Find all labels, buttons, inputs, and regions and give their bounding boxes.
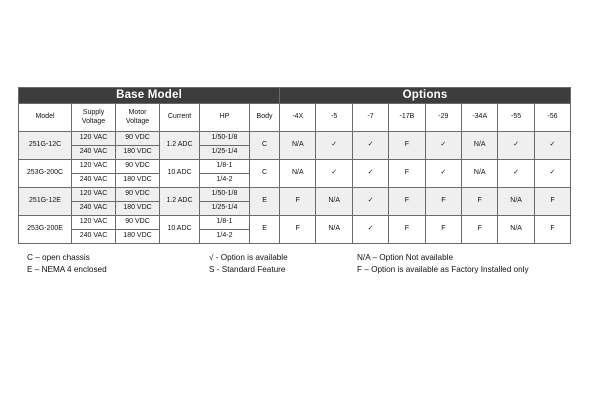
option-cell: N/A: [280, 160, 316, 188]
hp-cell: 1/50-1/8: [200, 132, 250, 146]
column-header: Current: [160, 104, 200, 132]
option-cell: ✓: [425, 132, 461, 160]
motor-voltage-cell: 90 VDC: [116, 132, 160, 146]
option-cell: F: [389, 132, 425, 160]
current-cell: 10 ADC: [160, 216, 200, 244]
hp-cell: 1/25-1/4: [200, 146, 250, 160]
options-group-header: Options: [280, 88, 571, 104]
body-cell: C: [250, 160, 280, 188]
option-cell: ✓: [352, 188, 388, 216]
option-column-header: -34A: [462, 104, 498, 132]
option-cell: F: [389, 216, 425, 244]
option-cell: ✓: [316, 132, 352, 160]
table-row: [19, 132, 571, 146]
legend-item: E – NEMA 4 enclosed: [27, 265, 107, 274]
option-column-header: -56: [534, 104, 570, 132]
legend-item: S - Standard Feature: [209, 265, 286, 274]
option-cell: N/A: [498, 216, 534, 244]
option-cell: ✓: [498, 132, 534, 160]
option-cell: F: [280, 216, 316, 244]
motor-voltage-cell: 180 VDC: [116, 230, 160, 244]
model-cell: 253G-200C: [19, 160, 72, 188]
option-cell: F: [425, 188, 461, 216]
option-column-header: -29: [425, 104, 461, 132]
legend-item: N/A – Option Not available: [357, 253, 454, 262]
hp-cell: 1/50-1/8: [200, 188, 250, 202]
option-cell: F: [462, 188, 498, 216]
motor-voltage-cell: 180 VDC: [116, 202, 160, 216]
legend-option-availability: [209, 252, 288, 276]
option-cell: F: [389, 188, 425, 216]
option-cell: ✓: [352, 160, 388, 188]
supply-voltage-cell: 120 VAC: [72, 188, 116, 202]
supply-voltage-cell: 120 VAC: [72, 132, 116, 146]
option-cell: ✓: [534, 160, 570, 188]
legend-option-status: [357, 252, 529, 276]
option-cell: N/A: [462, 160, 498, 188]
option-cell: N/A: [280, 132, 316, 160]
legend-item: √ - Option is available: [209, 253, 288, 262]
motor-voltage-cell: 90 VDC: [116, 160, 160, 174]
supply-voltage-cell: 240 VAC: [72, 230, 116, 244]
supply-voltage-cell: 120 VAC: [72, 216, 116, 230]
option-cell: ✓: [352, 132, 388, 160]
option-cell: F: [462, 216, 498, 244]
option-cell: F: [280, 188, 316, 216]
option-column-header: -5: [316, 104, 352, 132]
table-row: [19, 160, 571, 174]
supply-voltage-cell: 240 VAC: [72, 202, 116, 216]
option-cell: F: [389, 160, 425, 188]
motor-voltage-cell: 90 VDC: [116, 216, 160, 230]
hp-cell: 1/8-1: [200, 160, 250, 174]
table-row: [19, 216, 571, 230]
motor-voltage-cell: 90 VDC: [116, 188, 160, 202]
table-row: [19, 188, 571, 202]
current-cell: 10 ADC: [160, 160, 200, 188]
model-cell: 251G-12C: [19, 132, 72, 160]
option-column-header: -7: [352, 104, 388, 132]
hp-cell: 1/4-2: [200, 174, 250, 188]
current-cell: 1.2 ADC: [160, 188, 200, 216]
option-column-header: -4X: [280, 104, 316, 132]
body-cell: C: [250, 132, 280, 160]
model-cell: 253G-200E: [19, 216, 72, 244]
model-cell: 251G-12E: [19, 188, 72, 216]
legend-item: F – Option is available as Factory Installed only: [357, 265, 529, 274]
option-cell: F: [534, 188, 570, 216]
hp-cell: 1/25-1/4: [200, 202, 250, 216]
column-header: Body: [250, 104, 280, 132]
option-cell: ✓: [352, 216, 388, 244]
option-cell: N/A: [316, 216, 352, 244]
option-cell: ✓: [425, 160, 461, 188]
option-cell: N/A: [462, 132, 498, 160]
spec-table: [18, 87, 571, 244]
option-cell: F: [425, 216, 461, 244]
hp-cell: 1/8-1: [200, 216, 250, 230]
hp-cell: 1/4-2: [200, 230, 250, 244]
option-cell: ✓: [498, 160, 534, 188]
body-cell: E: [250, 216, 280, 244]
option-column-header: -55: [498, 104, 534, 132]
supply-voltage-cell: 120 VAC: [72, 160, 116, 174]
legend-item: C – open chassis: [27, 253, 90, 262]
motor-voltage-cell: 180 VDC: [116, 146, 160, 160]
legend-body-types: [27, 252, 107, 276]
option-cell: ✓: [534, 132, 570, 160]
supply-voltage-cell: 240 VAC: [72, 174, 116, 188]
option-column-header: -17B: [389, 104, 425, 132]
base-model-group-header: Base Model: [19, 88, 280, 104]
body-cell: E: [250, 188, 280, 216]
column-header: Model: [19, 104, 72, 132]
column-header: HP: [200, 104, 250, 132]
option-cell: F: [534, 216, 570, 244]
option-cell: ✓: [316, 160, 352, 188]
column-header: Supply Voltage: [72, 104, 116, 132]
current-cell: 1.2 ADC: [160, 132, 200, 160]
option-cell: N/A: [316, 188, 352, 216]
column-header-row: [19, 104, 571, 132]
table-body: [19, 132, 571, 244]
motor-voltage-cell: 180 VDC: [116, 174, 160, 188]
option-cell: N/A: [498, 188, 534, 216]
column-header: Motor Voltage: [116, 104, 160, 132]
supply-voltage-cell: 240 VAC: [72, 146, 116, 160]
